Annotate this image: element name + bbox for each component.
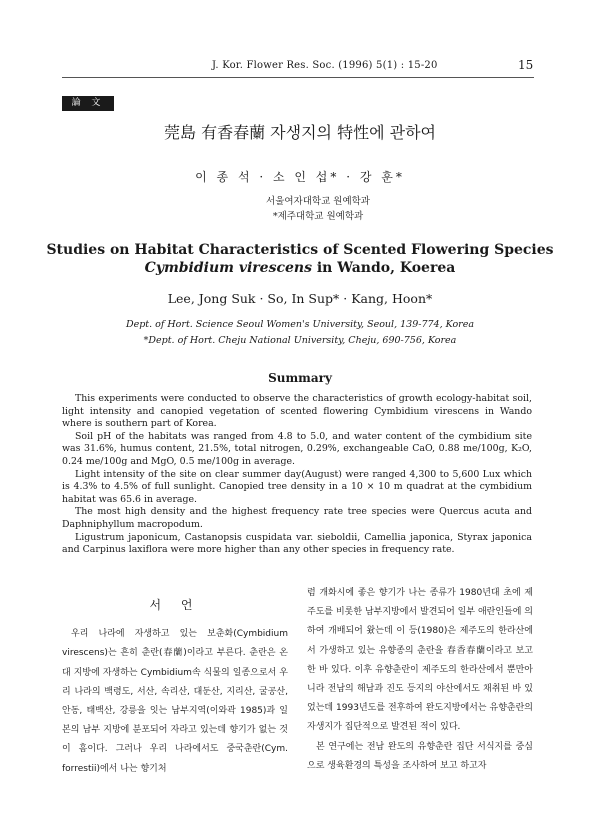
korean-affiliation-1: 서울여자대학교 원예학과 <box>266 196 370 207</box>
article-type-tag: 論 文 <box>62 96 114 111</box>
intro-left-column <box>62 596 288 779</box>
intro-right-column <box>307 584 533 776</box>
summary-body <box>62 393 532 557</box>
english-authors: Lee, Jong Suk · So, In Sup* · Kang, Hoon* <box>167 291 433 306</box>
english-affiliation-1: Dept. of Hort. Science Seoul Women's University, Seoul, 139-774, Korea <box>125 319 475 330</box>
intro-paragraph-1-continued: 럼 개화시에 좋은 향기가 나는 종류가 1980년대 초에 제주도를 비롯한 남부지방에서 발견되어 일부 애란인들에 의하여 개배되어 왔는데 이 등(1980)은 제주도의 한라산에서 가생하고 있는 유향종의 춘란을 春香春蘭이라고 보고한 바 있다. 이후 유향춘란이 제주도의 한라산에서 뿐만아니라 전남의 해남과 진도 등지의 야산에서도 채취된 바 있었는데 1993년도를 전후하여 완도지방에서는 유향춘란의 자생지가 집단적으로 발견된 적이 있다. <box>307 588 533 733</box>
korean-title: 莞島 有香春蘭 자생지의 特性에 관하여 <box>164 123 436 142</box>
summary-paragraph-1: This experiments were conducted to observe the characteristics of growth ecology-habitat soil, light intensity and canopied vegetation of scented flowering Cymbidium virescens in Wando where is southern part of Korea. <box>62 393 532 430</box>
english-title-line-2 <box>0 260 600 276</box>
journal-citation: J. Kor. Flower Res. Soc. (1996) 5(1) : 15-20 <box>212 60 438 71</box>
intro-paragraph-1: 우리 나라에 자생하고 있는 보춘화(Cymbidium virescens)는 흔히 춘란(春蘭)이라고 부른다. 춘란은 온대 지방에 자생하는 Cymbidium속 식물의 일종으로서 우리 나라의 백령도, 서산, 속리산, 대둔산, 지리산, 굴공산, 안동, 태백산, 강릉을 잇는 남부지역(이와곽 1985)과 일본의 남부 지방에 분포되어 자라고 있는데 향기가 없는 것이 흠이다. 그러나 우리 나라에서도 중국춘란(Cym. forrestii)에서 나는 향기처 <box>62 629 288 774</box>
species-name: Cymbidium virescens <box>144 260 312 276</box>
summary-paragraph-4: The most high density and the highest frequency rate tree species were Quercus acuta and Daphniphyllum macropodum. <box>62 506 532 530</box>
intro-heading: 서 언 <box>149 598 201 612</box>
summary-paragraph-5: Ligustrum japonicum, Castanopsis cuspidata var. sieboldii, Camellia japonica, Styrax japonica and Carpinus laxiflora were more higher than any other species in frequency rate. <box>62 531 532 556</box>
summary-heading: Summary <box>268 371 332 385</box>
intro-paragraph-2: 본 연구에는 전남 완도의 유향춘란 집단 서식지를 중심으로 생육환경의 특성을 조사하여 보고 하고자 <box>307 741 533 771</box>
korean-affiliation-2: *제주대학교 원예학과 <box>272 211 364 222</box>
summary-paragraph-2: Soil pH of the habitats was ranged from 4.8 to 5.0, and water content of the cymbidium site was 31.6%, humus content, 21.5%, total nitrogen, 0.29%, exchangeable CaO, 0.88 me/100g, K₂O, 0.24 me/100g and MgO, 0.5 me/100g in average. <box>62 430 532 467</box>
english-title-line-1: Studies on Habitat Characteristics of Scented Flowering Species <box>46 242 554 258</box>
page-number: 15 <box>518 58 534 72</box>
english-affiliation-2: *Dept. of Hort. Cheju National University, Cheju, 690-756, Korea <box>143 335 457 346</box>
header-rule <box>62 77 534 78</box>
summary-paragraph-3: Light intensity of the site on clear summer day(August) were ranged 4,300 to 5,600 Lux which is 4.3% to 4.5% of full sunlight. Canopied tree density in a 10 × 10 m quadrat at the cymbidium habitat was 65.6 in average. <box>62 468 532 505</box>
title-location: in Wando, Koerea <box>311 260 456 276</box>
korean-authors: 이 종 석 · 소 인 섭* · 강 훈* <box>195 170 405 184</box>
running-header <box>0 60 600 76</box>
